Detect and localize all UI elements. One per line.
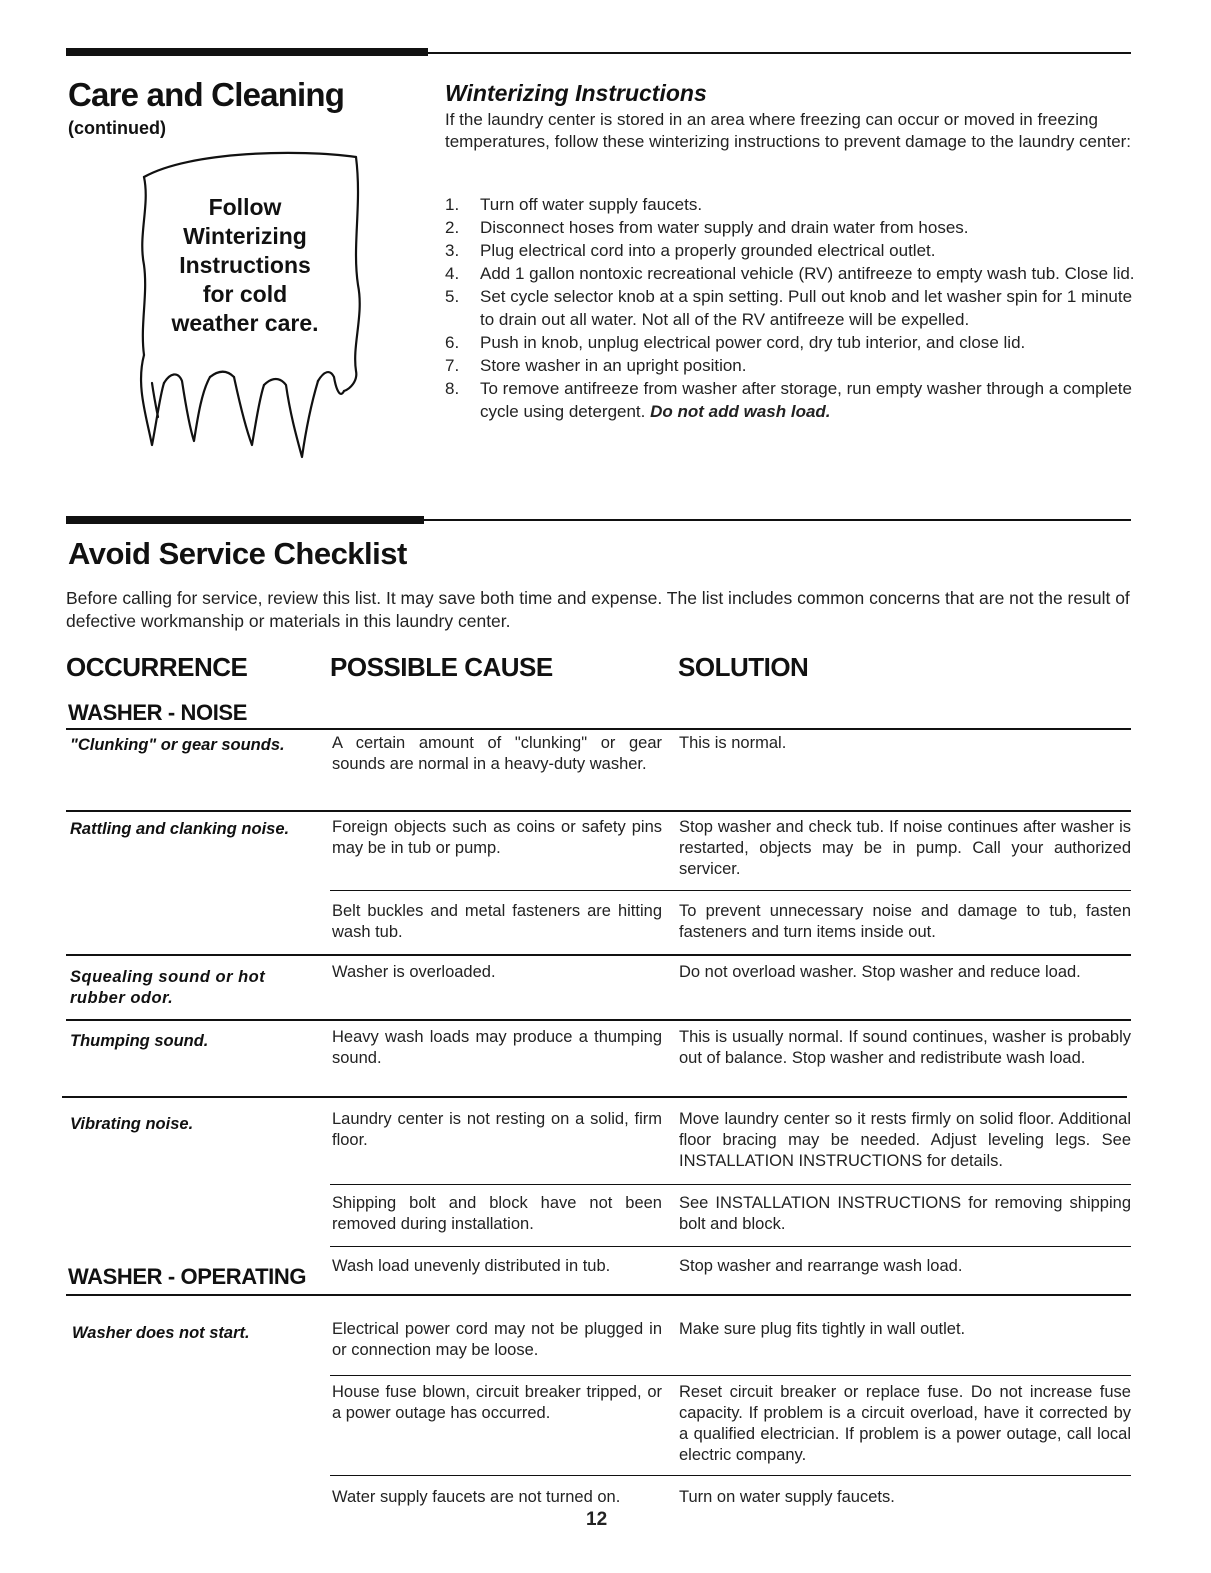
solution-cell: Reset circuit breaker or replace fuse. Do not increase fuse capacity. If problem is a circuit overload, have it corrected by a qualified electrician. If problem is a power outage, call local electric company. [679, 1383, 1131, 1464]
step-number: 6. [445, 333, 460, 352]
table-rule [66, 954, 1131, 956]
header-bar-thick [66, 48, 428, 56]
step-item [445, 239, 1135, 262]
page-number: 12 [586, 1509, 608, 1530]
cause-cell: Wash load unevenly distributed in tub. [332, 1257, 611, 1275]
cause-cell: Heavy wash loads may produce a thumping sound. [332, 1028, 662, 1067]
solution-cell: Stop washer and check tub. If noise continues after washer is restarted, objects may be in pump. Call your authorized servicer. [679, 818, 1131, 878]
step-text: Set cycle selector knob at a spin setting. Pull out knob and let washer spin for 1 minute to drain out all water. Not all of the RV antifreeze will be expelled. [480, 287, 1133, 329]
callout-text [140, 193, 350, 338]
step-item [445, 285, 1135, 331]
solution-header: SOLUTION [678, 652, 809, 682]
step-number: 5. [445, 287, 460, 306]
table-rule [66, 810, 1131, 812]
occurrence-header: OCCURRENCE [66, 652, 248, 682]
callout-line: Winterizing [183, 223, 307, 249]
step-text: Push in knob, unplug electrical power cord, dry tub interior, and close lid. [480, 333, 1026, 352]
possible-cause-header: POSSIBLE CAUSE [330, 652, 553, 682]
step-item [445, 354, 1135, 377]
table-rule [66, 1019, 1131, 1021]
washer-noise-heading: WASHER - NOISE [68, 700, 247, 725]
step-item [445, 216, 1135, 239]
checklist-intro: Before calling for service, review this list. It may save both time and expense. The list includes common concerns that are not the result of defective workmanship or materials in this laundry center. [66, 588, 1130, 631]
solution-cell: To prevent unnecessary noise and damage to tub, fasten fasteners and turn items inside out. [679, 902, 1131, 941]
step-number: 3. [445, 241, 460, 260]
callout-line: for cold [202, 281, 288, 307]
solution-cell: Do not overload washer. Stop washer and reduce load. [679, 963, 1081, 981]
table-subrule [330, 1246, 1131, 1247]
step-emphasis: Do not add wash load. [650, 402, 831, 421]
step-item [445, 262, 1135, 285]
occurrence-cell: Thumping sound. [70, 1032, 209, 1050]
table-rule [66, 728, 1131, 730]
occurrence-cell: Rattling and clanking noise. [70, 820, 290, 838]
cause-cell: Shipping bolt and block have not been removed during installation. [332, 1194, 662, 1233]
header-rule [428, 52, 1131, 54]
solution-cell: This is usually normal. If sound continues, washer is probably out of balance. Stop washer and redistribute wash load. [679, 1028, 1131, 1067]
solution-cell: See INSTALLATION INSTRUCTIONS for removing shipping bolt and block. [679, 1194, 1131, 1233]
solution-cell: Make sure plug fits tightly in wall outlet. [679, 1320, 966, 1338]
callout-line: Follow [208, 194, 282, 220]
table-subrule [330, 1475, 1131, 1476]
table-subrule [330, 890, 1131, 891]
occurrence-cell: "Clunking" or gear sounds. [70, 736, 285, 754]
callout-line: weather care. [171, 310, 319, 336]
solution-cell: This is normal. [679, 734, 787, 752]
table-rule [62, 1096, 1127, 1098]
occurrence-cell: Vibrating noise. [70, 1115, 194, 1133]
solution-cell: Stop washer and rearrange wash load. [679, 1257, 963, 1275]
callout-line: Instructions [179, 252, 311, 278]
step-number: 2. [445, 218, 460, 237]
winterizing-intro: If the laundry center is stored in an area where freezing can occur or moved in freezing temperatures, follow these winterizing instructions to prevent damage to the laundry center: [445, 110, 1132, 151]
step-number: 8. [445, 379, 460, 398]
washer-operating-heading: WASHER - OPERATING [68, 1264, 307, 1289]
solution-cell: Turn on water supply faucets. [679, 1488, 895, 1506]
step-text: Disconnect hoses from water supply and drain water from hoses. [480, 218, 969, 237]
table-subrule [330, 1375, 1131, 1376]
cause-cell: Belt buckles and metal fasteners are hitting wash tub. [332, 902, 662, 941]
occurrence-cell: Washer does not start. [72, 1324, 250, 1342]
step-text: Add 1 gallon nontoxic recreational vehicle (RV) antifreeze to empty wash tub. Close lid. [480, 264, 1135, 283]
cause-cell: House fuse blown, circuit breaker tripped, or a power outage has occurred. [332, 1383, 662, 1422]
continued-label: (continued) [68, 118, 166, 138]
step-item [445, 331, 1135, 354]
cause-cell: Washer is overloaded. [332, 963, 496, 981]
occurrence-cell: Squealing sound or hot rubber odor. [70, 968, 266, 1007]
step-text: To remove antifreeze from washer after storage, run empty washer through a complete cycle using detergent. [480, 379, 1132, 421]
winterizing-callout [130, 145, 366, 465]
step-text: Plug electrical cord into a properly grounded electrical outlet. [480, 241, 936, 260]
step-item [445, 377, 1135, 423]
step-item [445, 193, 1135, 216]
winterizing-title: Winterizing Instructions [445, 80, 707, 106]
winterizing-steps [445, 193, 1135, 423]
section-bar-thick [66, 516, 424, 524]
cause-cell: Laundry center is not resting on a solid, firm floor. [332, 1110, 662, 1149]
step-number: 7. [445, 356, 460, 375]
checklist-title: Avoid Service Checklist [68, 536, 407, 571]
step-number: 4. [445, 264, 460, 283]
cause-cell: A certain amount of "clunking" or gear sounds are normal in a heavy-duty washer. [332, 734, 662, 773]
cause-cell: Foreign objects such as coins or safety pins may be in tub or pump. [332, 818, 662, 857]
care-and-cleaning-title: Care and Cleaning [68, 76, 345, 113]
step-text: Turn off water supply faucets. [480, 195, 703, 214]
step-number: 1. [445, 195, 460, 214]
table-rule [66, 1294, 1131, 1296]
step-text: Store washer in an upright position. [480, 356, 747, 375]
table-subrule [330, 1184, 1131, 1185]
cause-cell: Water supply faucets are not turned on. [332, 1488, 621, 1506]
cause-cell: Electrical power cord may not be plugged in or connection may be loose. [332, 1320, 662, 1359]
solution-cell: Move laundry center so it rests firmly on solid floor. Additional floor bracing may be needed. Adjust leveling legs. See INSTALLATION INSTRUCTIONS for details. [679, 1110, 1131, 1170]
section-rule [424, 519, 1131, 521]
